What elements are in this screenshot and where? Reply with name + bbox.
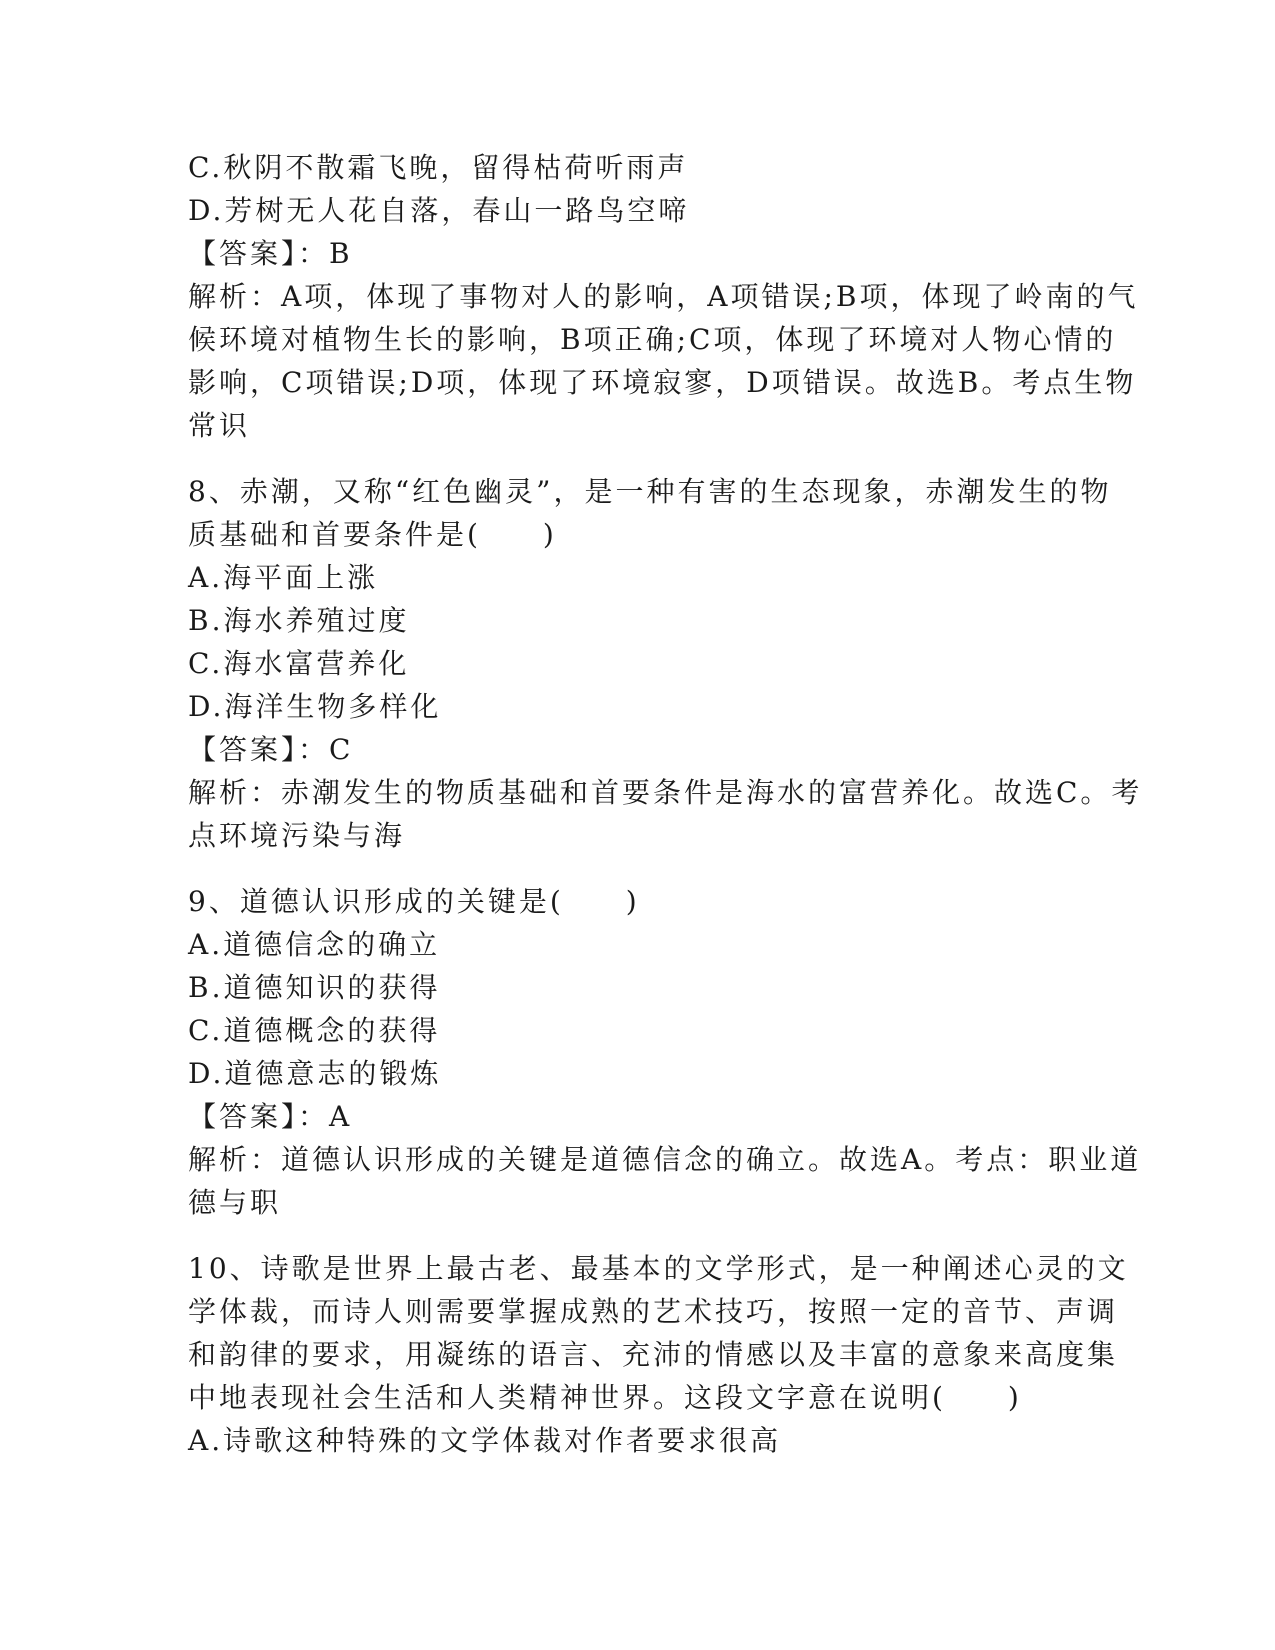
question-stem: 中地表现社会生活和人类精神世界。这段文字意在说明( ) xyxy=(188,1381,1022,1414)
option-b: B.海水养殖过度 xyxy=(188,604,410,637)
analysis-line: 影响，C项错误;D项，体现了环境寂寥，D项错误。故选B。考点生物 xyxy=(188,366,1137,399)
option-a: A.道德信念的确立 xyxy=(188,928,441,961)
question-9 xyxy=(188,880,1142,1224)
question-stem: 8、赤潮，又称“红色幽灵”，是一种有害的生态现象，赤潮发生的物 xyxy=(188,475,1112,508)
option-d: D.道德意志的锻炼 xyxy=(188,1057,442,1090)
question-stem: 和韵律的要求，用凝练的语言、充沛的情感以及丰富的意象来高度集 xyxy=(188,1338,1119,1371)
question-8 xyxy=(188,470,1143,857)
option-c: C.海水富营养化 xyxy=(188,647,410,680)
analysis-line: 常识 xyxy=(188,409,251,442)
analysis-line: 点环境污染与海 xyxy=(188,819,406,852)
option-a: A.诗歌这种特殊的文学体裁对作者要求很高 xyxy=(188,1424,782,1457)
option-a: A.海平面上涨 xyxy=(188,561,379,594)
question-10 xyxy=(188,1247,1129,1462)
question-stem: 质基础和首要条件是( ) xyxy=(188,518,557,551)
analysis-line: 德与职 xyxy=(188,1186,282,1219)
analysis-line: 解析：道德认识形成的关键是道德信念的确立。故选A。考点：职业道 xyxy=(188,1143,1142,1176)
question-stem: 学体裁，而诗人则需要掌握成熟的艺术技巧，按照一定的音节、声调 xyxy=(188,1295,1119,1328)
option-d: D.海洋生物多样化 xyxy=(188,690,442,723)
answer-line: 【答案】：B xyxy=(188,237,353,270)
spacer xyxy=(188,447,1088,470)
option-d: D.芳树无人花自落，春山一路鸟空啼 xyxy=(188,194,690,227)
answer-line: 【答案】：C xyxy=(188,733,354,766)
spacer xyxy=(188,857,1088,880)
spacer xyxy=(188,1224,1088,1247)
option-b: B.道德知识的获得 xyxy=(188,971,441,1004)
analysis-line: 解析：A项，体现了事物对人的影响，A项错误;B项，体现了岭南的气 xyxy=(188,280,1139,313)
answer-line: 【答案】：A xyxy=(188,1100,353,1133)
document-page xyxy=(188,146,1143,1462)
analysis-line: 解析：赤潮发生的物质基础和首要条件是海水的富营养化。故选C。考 xyxy=(188,776,1143,809)
option-c: C.秋阴不散霜飞晚，留得枯荷听雨声 xyxy=(188,151,689,184)
question-stem: 10、诗歌是世界上最古老、最基本的文学形式，是一种阐述心灵的文 xyxy=(188,1252,1129,1285)
question-stem: 9、道德认识形成的关键是( ) xyxy=(188,885,640,918)
analysis-line: 候环境对植物生长的影响，B项正确;C项，体现了环境对人物心情的 xyxy=(188,323,1117,356)
question-7 xyxy=(188,146,1139,447)
option-c: C.道德概念的获得 xyxy=(188,1014,441,1047)
